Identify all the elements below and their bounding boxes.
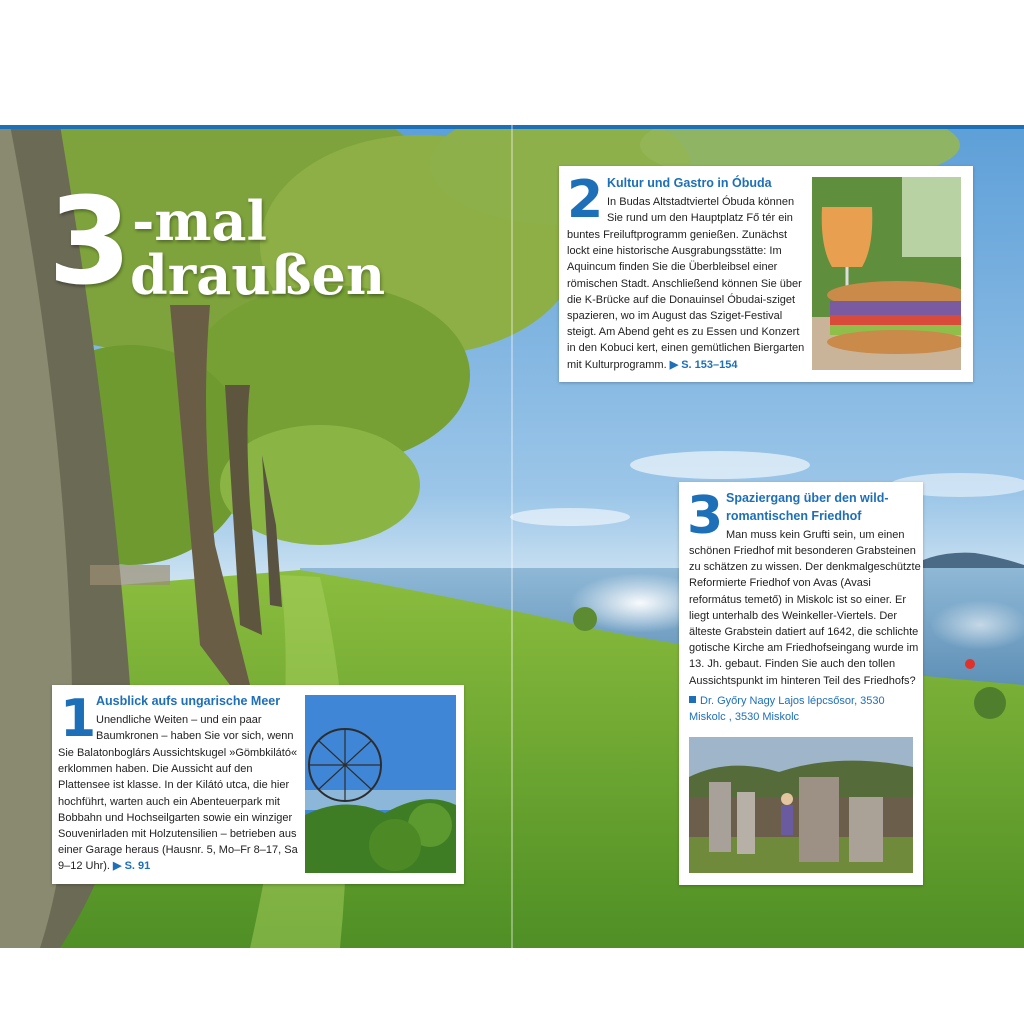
headline [48,173,428,317]
page-gutter [511,125,513,948]
headline-line-1: -mal [132,189,268,253]
tip-2-page-ref: ▶ S. 153–154 [669,358,738,371]
tip-3-address: Dr. Győry Nagy Lajos lépcsősor, 3530 Miskolc , 3530 Miskolc [689,695,885,724]
tip-1-first-line: Unendliche Weiten – und ein paar Baumkronen – haben Sie vor sich, wenn [96,714,294,743]
tip-1-body: Sie Balatonboglárs Aussichtskugel »Gömbkilátó« erklommen haben. Die Aussicht auf den Plattensee ist klasse. In der Kilátó utca, die hier hochführt, warten auch ein Abenteuerpark mit Bobbahn und Hochseilgarten sowie ein winziger Souvenirladen mit Holzutensilien – betrieben aus einer Garage heraus (Hausnr. 5, Mo–Fr 8–17, Sa 9–12 Uhr). [58,747,298,873]
tip-3-address-wrap [689,693,921,725]
tip-3-title-line-1: Spaziergang über den wild- [726,491,889,505]
tip-1-title: Ausblick aufs ungarische Meer [96,694,281,708]
tip-3-title-line-2: romantischen Friedhof [726,509,862,523]
tip-2-first-line: In Budas Altstadtviertel Óbuda können Sie rund um den Hauptplatz Fő tér ein [607,196,795,225]
tip-2-title: Kultur und Gastro in Óbuda [607,176,772,190]
tip-1-body-wrap [58,745,300,875]
tip-2-body-wrap [567,227,807,373]
headline-number: 3 [48,173,132,312]
tip-3-photo [689,737,913,873]
tip-2-body: buntes Freiluftprogramm genießen. Zunächst lockt eine historische Ausgrabungsstätte: Im Aquincum finden Sie die Überbleibsel einer römischen Stadt. Anschließend können Sie über die K-Brücke auf die Donauinsel Óbudai-sziget spazieren, wo im August das Sziget-Festival steigt. Am Abend geht es zu Essen und Konzert in den Kobuci kert, einen gemütlichen Biergarten mit Kulturprogramm. [567,229,805,371]
tip-1-page-ref: ▶ S. 91 [113,860,151,873]
tip-3-first-line: Man muss kein Grufti sein, um einen [726,529,905,541]
headline-line-2: draußen [130,243,386,307]
location-icon [689,696,696,703]
tip-2-photo [812,177,961,370]
tip-3-body: schönen Friedhof mit besonderen Grabsteinen zu schätzen zu wissen. Der denkmalgeschützte Reformierte Friedhof von Avas (Avasi református temető) in Miskolc ist so einer. Er liegt unterhalb des Weinkeller-Viertels. Der älteste Grabstein datiert auf 1642, die schlichte gotische Kirche am Friedhofseingang wurde im 13. Jh. gebaut. Finden Sie auch den tollen Aussichtspunkt im hinteren Teil des Friedhofs? [689,545,921,687]
tip-2-number: 2 [567,170,604,230]
tip-1-number: 1 [60,689,97,749]
tip-card-1 [52,685,464,884]
tip-3-number: 3 [687,486,724,546]
tip-1-photo [305,695,456,873]
photo-spread [0,125,1024,948]
tip-card-3 [679,482,923,885]
tip-card-2 [559,166,973,382]
